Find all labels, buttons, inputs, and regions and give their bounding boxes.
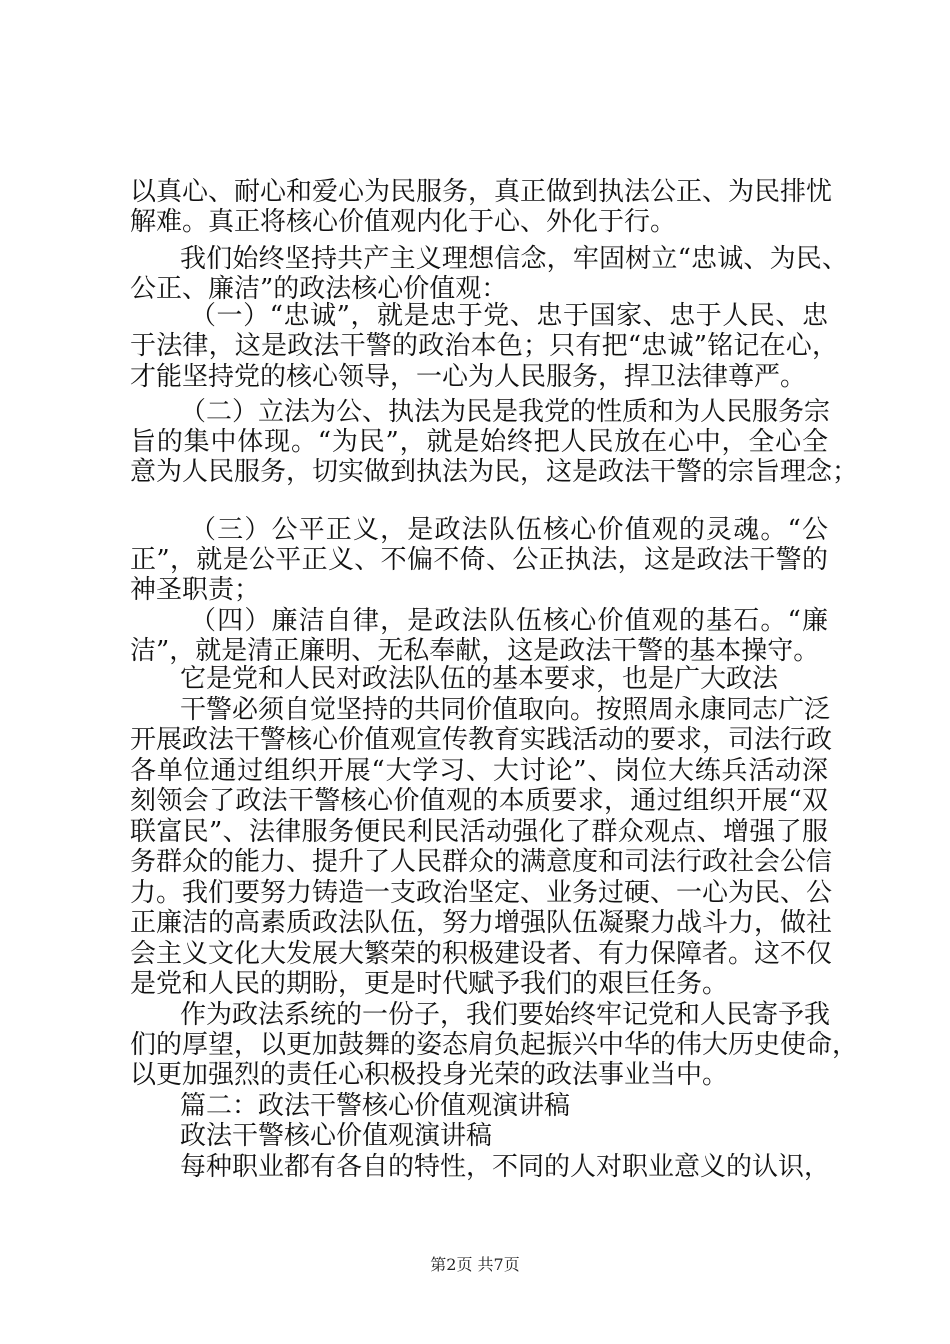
text-line: 刻领会了政法干警核心价值观的本质要求，通过组织开展“双 xyxy=(130,786,828,816)
text-line: 正”，就是公平正义、不偏不倚、公正执法，这是政法干警的 xyxy=(130,545,828,575)
text-line: 作为政法系统的一份子，我们要始终牢记党和人民寄予我 xyxy=(180,1000,831,1030)
text-line: （一）“忠诚”，就是忠于党、忠于国家、忠于人民、忠 xyxy=(190,301,828,331)
text-line: 务群众的能力、提升了人民群众的满意度和司法行政社会公信 xyxy=(130,847,833,877)
text-line: 洁”，就是清正廉明、无私奉献，这是政法干警的基本操守。 xyxy=(130,636,820,666)
text-line: 们的厚望，以更加鼓舞的姿态肩负起振兴中华的伟大历史使命， xyxy=(130,1030,859,1060)
text-line: 它是党和人民对政法队伍的基本要求，也是广大政法 xyxy=(180,664,779,694)
text-line: 才能坚持党的核心领导，一心为人民服务，捍卫法律尊严。 xyxy=(130,362,807,392)
text-line: 以更加强烈的责任心积极投身光荣的政法事业当中。 xyxy=(130,1060,729,1090)
text-line: 旨的集中体现。“为民”，就是始终把人民放在心中，全心全 xyxy=(130,427,828,457)
text-line: 神圣职责； xyxy=(130,575,261,605)
document-title: 政法干警核心价值观演讲稿 xyxy=(180,1121,493,1151)
text-line: （二）立法为公、执法为民是我党的性质和为人民服务宗 xyxy=(180,397,831,427)
text-line: 开展政法干警核心价值观宣传教育实践活动的要求，司法行政 xyxy=(130,725,833,755)
text-line: 每种职业都有各自的特性，不同的人对职业意义的认识， xyxy=(180,1152,831,1182)
section-heading: 篇二：政法干警核心价值观演讲稿 xyxy=(180,1091,571,1121)
text-line: 干警必须自觉坚持的共同价值取向。按照周永康同志广泛 xyxy=(180,695,831,725)
text-line: 力。我们要努力铸造一支政治坚定、业务过硬、一心为民、公 xyxy=(130,878,833,908)
text-line: 会主义文化大发展大繁荣的积极建设者、有力保障者。这不仅 xyxy=(130,939,833,969)
text-line: 解难。真正将核心价值观内化于心、外化于行。 xyxy=(130,207,677,237)
page-number-footer: 第2页 共7页 xyxy=(430,1255,520,1274)
text-line: 联富民”、法律服务便民利民活动强化了群众观点、增强了服 xyxy=(130,817,828,847)
text-line: （四）廉洁自律，是政法队伍核心价值观的基石。“廉 xyxy=(190,606,828,636)
text-line: 意为人民服务，切实做到执法为民，这是政法干警的宗旨理念； xyxy=(130,457,859,487)
text-line: 于法律，这是政法干警的政治本色；只有把“忠诚”铭记在心， xyxy=(130,331,838,361)
text-line: 公正、廉洁”的政法核心价值观： xyxy=(130,274,508,304)
text-line: 各单位通过组织开展“大学习、大讨论”、岗位大练兵活动深 xyxy=(130,756,828,786)
text-line: （三）公平正义，是政法队伍核心价值观的灵魂。“公 xyxy=(190,515,828,545)
text-line: 是党和人民的期盼，更是时代赋予我们的艰巨任务。 xyxy=(130,969,729,999)
text-line: 正廉洁的高素质政法队伍，努力增强队伍凝聚力战斗力，做社 xyxy=(130,908,833,938)
text-line: 以真心、耐心和爱心为民服务，真正做到执法公正、为民排忧 xyxy=(130,177,833,207)
text-line: 我们始终坚持共产主义理想信念，牢固树立“忠诚、为民、 xyxy=(180,244,848,274)
